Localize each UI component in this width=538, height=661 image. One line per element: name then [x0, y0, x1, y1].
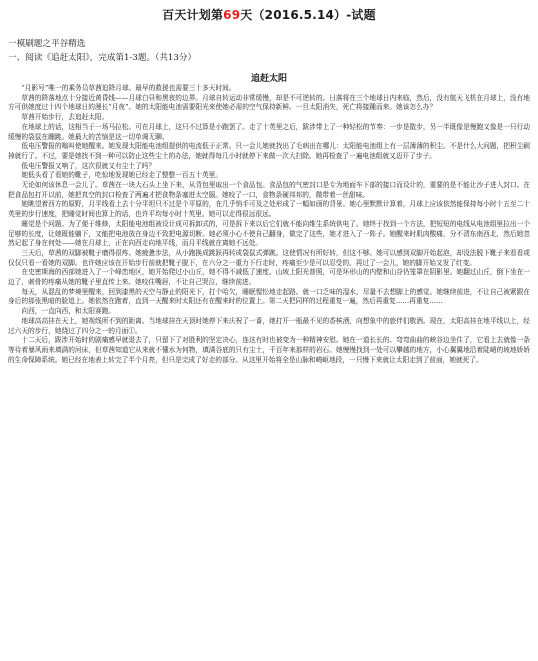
story-paragraph: 地球高高挂在天上，她视线所不到的距离。当地球挂在天顶时她停下来庆祝了一番，她打开一瓶最不见的香槟酒，向想象中的旅伴们敬酒。现在，太阳高挂在地平线以上，经过六天的步行，她绕过了四分之一的月面①。 [8, 316, 530, 335]
story-paragraph: 向西，一直向西，和太阳赛跑。 [21, 307, 116, 316]
section-heading: 一模刷题之平谷精选 [8, 39, 86, 49]
story-paragraph: 睡觉是个问题。为了便于维修，太阳能电池组被设计成可拆卸式的，可是拆下来以后它们就不能向维生系统供电了。她终于找到一个方法，把短短的电线从电池组里拉出一个足够的长度，让她既能躺下，又能把电池放在身边不致把电源切断。她必须小心不使自己翻身，做完了这些，她才进入了一阵子。她醒来时肌肉酸痛，分不清东南西北，然后她忽然记起了身在何处——她在月球上，正在向西走向地平线，而月平线就在离她不远处。 [8, 219, 530, 248]
story-paragraph: “月影号”唯一的乘务员草茜迫降月球。最早的救援也需要三十多天时间。 [21, 84, 236, 92]
story-paragraph: 她低头看了看她的靴子，吃惊地发现她已经走了整整一百五十英里。 [21, 171, 223, 180]
title-prefix: 百天计划第 [162, 8, 224, 22]
story-paragraph: 草茜的降落地点十分接近黄昏线——月球白昼和黑夜的边界。月球自转运动非常缓慢，却是不可逆转的。日落将在三个地球日内来临，然后，没有航天飞机在月球上，没有地方可供她度过十四个地球日的漫长“月夜”。她的太阳能电池需要阳光来使她必需的空气保持新鲜。一旦太阳消失，死亡将接踵而来。她该怎么办？ [8, 93, 530, 112]
story-paragraph: 低电压警报又响了，这次很就又有尘土了吗？ [21, 161, 156, 170]
story-paragraph: 低电压警报的嗡叫使她醒来。她发现太阳能电池组提供的电流低于正常。只一会儿她就找出了毛病出在哪儿：太阳能电池组上有一层薄薄的积尘。不是什么大问题，把积尘刷掉就行了。不过，要是她找不到一种可以防止这些尘土的办法，她就得每几小时就停下来做一次大扫除。她再检查了一遍电池组就又迈开了步子。 [8, 142, 530, 160]
page-title [0, 6, 538, 23]
story-paragraph: 十二天后，跋涉开始时的剧痛感早就退去了，只留下了对胜利的坚定决心，连这有时也被变为一种精神安慰。她在一道长长的、弯弯曲曲的峡谷边坐住了，它看上去就像一条等待着暴风雨来填满的河床，但草茜知道它从来就不懂水为何物，填满谷底的只有尘土，千百年来那样的岩石。她慢慢找到一处可以攀越的地方，小心翼翼地沿着陡峭的坡地娇娇的生命保障系统。她已经在地表上转完了半个月亮，但只是完成了好走的部分。从这里开始将全是山脉和崎岖地段，一只慢下来就让太阳走到了前面，她就死了。 [8, 336, 530, 364]
question-instruction: 一、阅读《追赶太阳》，完成第1-3题。（共13分） [8, 53, 197, 63]
title-suffix: 天（2016.5.14）-试题 [240, 8, 376, 22]
story-paragraph: 每天，从混乱的梦境里醒来，回到漆黑的天空与静止的阳光下，打个哈欠，睡眠惺忪地走起路。就一口乏味的湿水，尽量不去想脚上的感觉。她继续前进，不让自己被紧跟在身后的那张黑暗的脸追上。她依然在跑着，直到一天醒来时太阳还有在醒来时的位置上。第二天把同样的过程重复一遍，然后再重复……再重复…… [8, 287, 530, 306]
title-day-number: 69 [223, 8, 241, 22]
story-body [8, 84, 530, 365]
story-paragraph: 三天后，草茜的双脚被靴子磨得很疼。她疲惫步法，从小跑换成跳跃再转成袋鼠式弹跳。这使情况有所好转，但这不够。她可以感到双脚开始起泡，却没法脱下靴子来看看或仅仅只看一看她的双脚。也许她应该在开始步行前就把靴子脱下，在六分之一重力下行走时，疼痛至少是可以忍受的。再过了一会儿，她的脚开始又发了红变。 [8, 248, 530, 267]
story-title: 追赶太阳 [250, 74, 287, 84]
story-paragraph: 在地球上的话，这相当于一场马拉松。可在月球上，这只不过算是小跑罢了。走了十英里之后，跋涉带上了一种轻松的节奏：一步是散步，另一半既像是慢跑又像是一只行动缓慢的袋鼠在蹦跳。她最大的苦恼是这一切单调无聊。 [8, 122, 530, 141]
story-paragraph: 草茜开始步行，去追赶太阳。 [21, 113, 109, 122]
story-paragraph: 她眺望着西方的原野，月平线看上去十分平坦只不过是个平原的，在几乎悄手可及之处形成了一幅如画的背景。她心里默默计算着，月球上应该依然能保持每小时十五至二十英里的步行速度，把睡觉时间也算上的话，也许平均每小时十英里。她可以走得很远很远。 [8, 200, 530, 219]
story-paragraph: 无论如何该休息一会儿了。草茜在一块大石头上坐下来，从背包里取出一个食品包。食品包的气密封口是专为地面车下部的接口而设计的，重要的是不能让沙子进入封口。在把食品包打开以前，她把真空的封口检查了两遍才把食物条塞进太空服。她咬了一口，食物条硬邦邦的，微带着一丝甜味。 [8, 181, 530, 199]
story-paragraph: 在史密斯海的西部她进入了一个峰峦地区，她开始爬过小山丘，她不得不减低了速度。山坡上阳光普照，可是环形山的内壁和山谷仍笼罩在阴影里。她翻过山丘，倒下坐在一边了，刺骨的疼痛从她的靴子里直传上来。她咬住嘴唇，不让自己哭泣，继续前进。 [8, 268, 530, 287]
